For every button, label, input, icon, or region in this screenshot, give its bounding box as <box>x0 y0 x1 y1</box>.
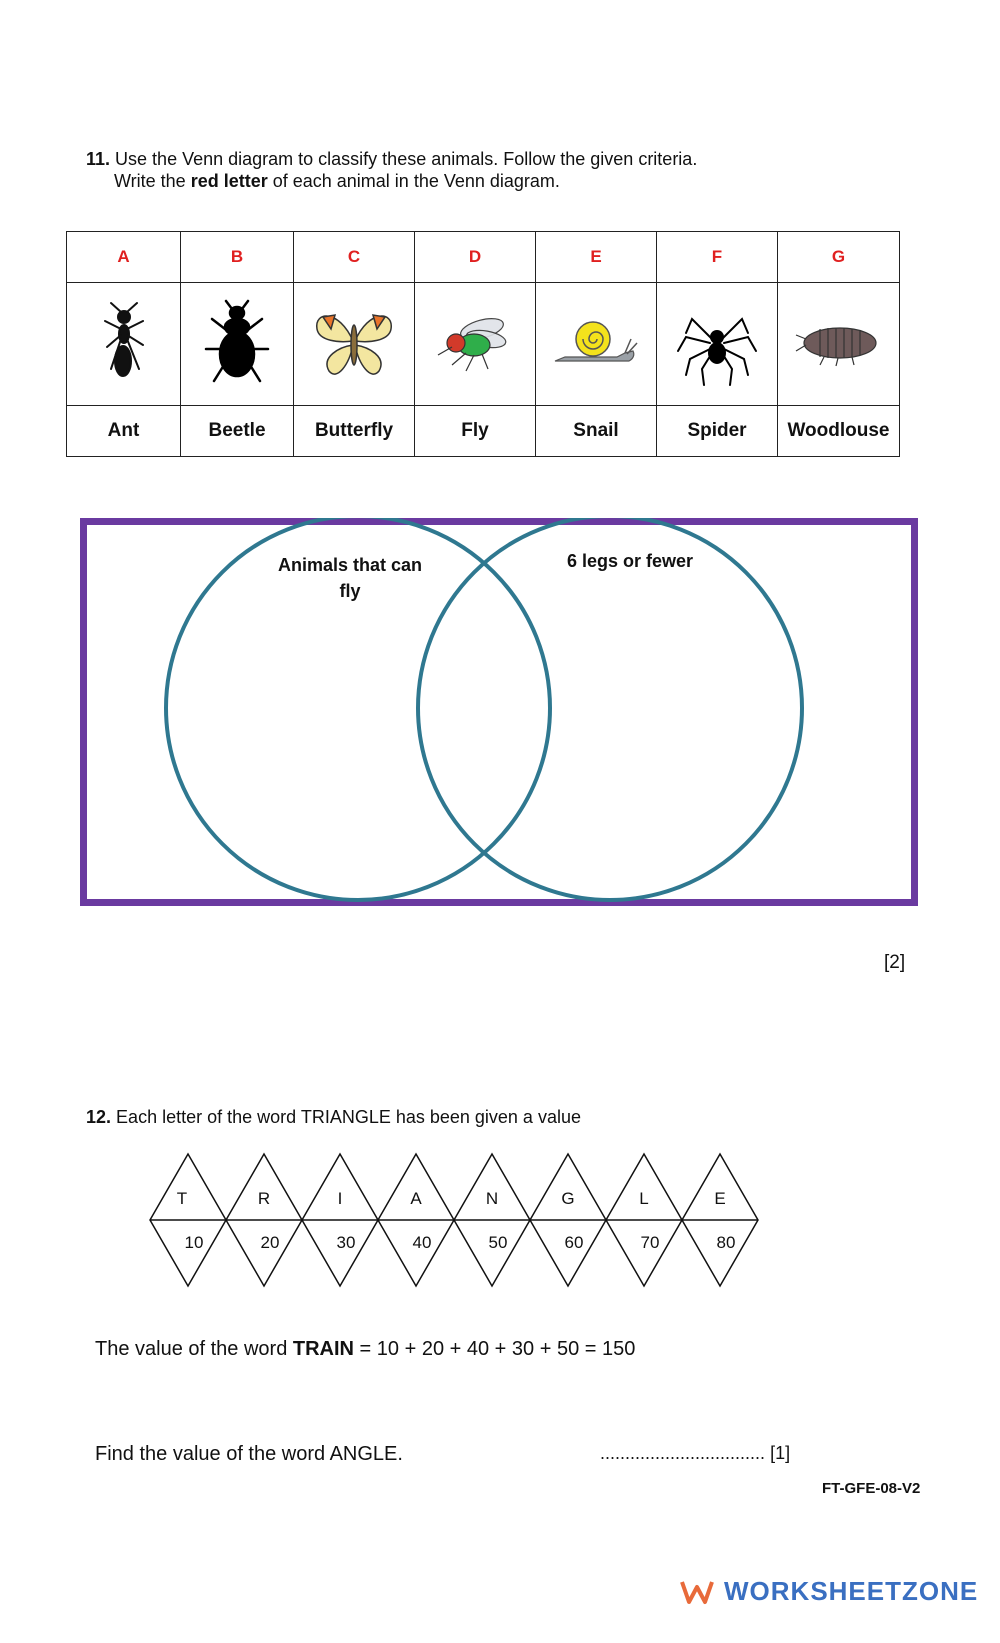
animal-letter-g: G <box>778 232 900 283</box>
q12-instruction: Each letter of the word TRIANGLE has been given a value <box>116 1107 581 1127</box>
butterfly-icon <box>309 299 399 389</box>
animal-name-beetle: Beetle <box>181 406 294 457</box>
ant-cell <box>67 283 181 406</box>
animal-name-fly: Fly <box>415 406 536 457</box>
answer-dots[interactable]: ................................. <box>600 1443 766 1463</box>
animal-letter-c: C <box>294 232 415 283</box>
animal-letter-d: D <box>415 232 536 283</box>
diamond-letter: I <box>337 1189 343 1208</box>
diamond-value: 60 <box>564 1233 584 1252</box>
venn-label-fly-line1: Animals that can <box>277 555 423 575</box>
venn-label-fly-line2: fly <box>339 581 361 601</box>
diamond-letter: G <box>561 1189 575 1208</box>
diamond-letter: R <box>257 1189 271 1208</box>
q12-number: 12. <box>86 1107 112 1127</box>
diamond-letter: T <box>176 1189 188 1208</box>
diamond-letter: L <box>639 1189 649 1208</box>
diamond-value: 50 <box>488 1233 508 1252</box>
q11-number: 11. <box>86 149 111 169</box>
venn-label-legs: 6 legs or fewer <box>566 551 694 571</box>
diamond-value: 20 <box>260 1233 280 1252</box>
worksheetzone-w-icon <box>680 1579 714 1605</box>
worksheetzone-logo <box>680 1576 978 1607</box>
q11-line2-bold: red letter <box>190 171 268 191</box>
q11-line2 <box>114 170 560 192</box>
animal-name-snail: Snail <box>536 406 657 457</box>
animal-name-spider: Spider <box>657 406 778 457</box>
q12-line <box>86 1106 581 1128</box>
q12-example-pre: The value of the word <box>95 1338 293 1360</box>
animal-letter-e: E <box>536 232 657 283</box>
triangle-values-grid <box>140 1150 780 1300</box>
woodlouse-cell <box>778 283 900 406</box>
fly-cell <box>415 283 536 406</box>
diamond-letter: E <box>714 1189 726 1208</box>
animal-name-woodlouse: Woodlouse <box>778 406 900 457</box>
q12-example <box>95 1338 635 1361</box>
diamond-value: 70 <box>640 1233 660 1252</box>
q12-example-word: TRAIN <box>292 1338 354 1360</box>
q12-marks: [1] <box>770 1443 791 1463</box>
diamond-value: 80 <box>716 1233 736 1252</box>
venn-label-fly <box>240 552 460 604</box>
spider-icon <box>672 299 762 389</box>
animal-name-ant: Ant <box>67 406 181 457</box>
q11-marks: [2] <box>884 952 906 973</box>
beetle-cell <box>181 283 294 406</box>
q11-instruction: Use the Venn diagram to classify these animals. Follow the given criteria. <box>115 149 698 169</box>
beetle-icon <box>192 299 282 389</box>
snail-icon <box>551 299 641 389</box>
animal-letter-b: B <box>181 232 294 283</box>
fly-icon <box>430 299 520 389</box>
diamond-value: 40 <box>412 1233 432 1252</box>
animal-letter-f: F <box>657 232 778 283</box>
butterfly-cell <box>294 283 415 406</box>
ant-icon <box>79 299 169 389</box>
answer-line[interactable] <box>600 1443 790 1464</box>
q12-question: Find the value of the word ANGLE. <box>95 1443 403 1465</box>
snail-cell <box>536 283 657 406</box>
venn-circle-legs[interactable] <box>418 518 802 900</box>
diamond-value: 10 <box>184 1233 204 1252</box>
animal-table <box>66 231 900 457</box>
diamond-letter: A <box>410 1189 422 1208</box>
worksheetzone-logo-text: WORKSHEETZONE <box>724 1576 979 1606</box>
spider-cell <box>657 283 778 406</box>
venn-diagram <box>80 518 918 906</box>
animal-name-butterfly: Butterfly <box>294 406 415 457</box>
woodlouse-icon <box>794 299 884 389</box>
q11-line1 <box>86 148 697 170</box>
diamond-letter: N <box>485 1189 499 1208</box>
document-code: FT-GFE-08-V2 <box>822 1480 921 1497</box>
diamond-value: 30 <box>336 1233 356 1252</box>
q12-example-post: = 10 + 20 + 40 + 30 + 50 = 150 <box>354 1338 636 1360</box>
animal-letter-a: A <box>67 232 181 283</box>
q11-line2-post: of each animal in the Venn diagram. <box>267 171 560 191</box>
q11-line2-pre: Write the <box>114 171 191 191</box>
